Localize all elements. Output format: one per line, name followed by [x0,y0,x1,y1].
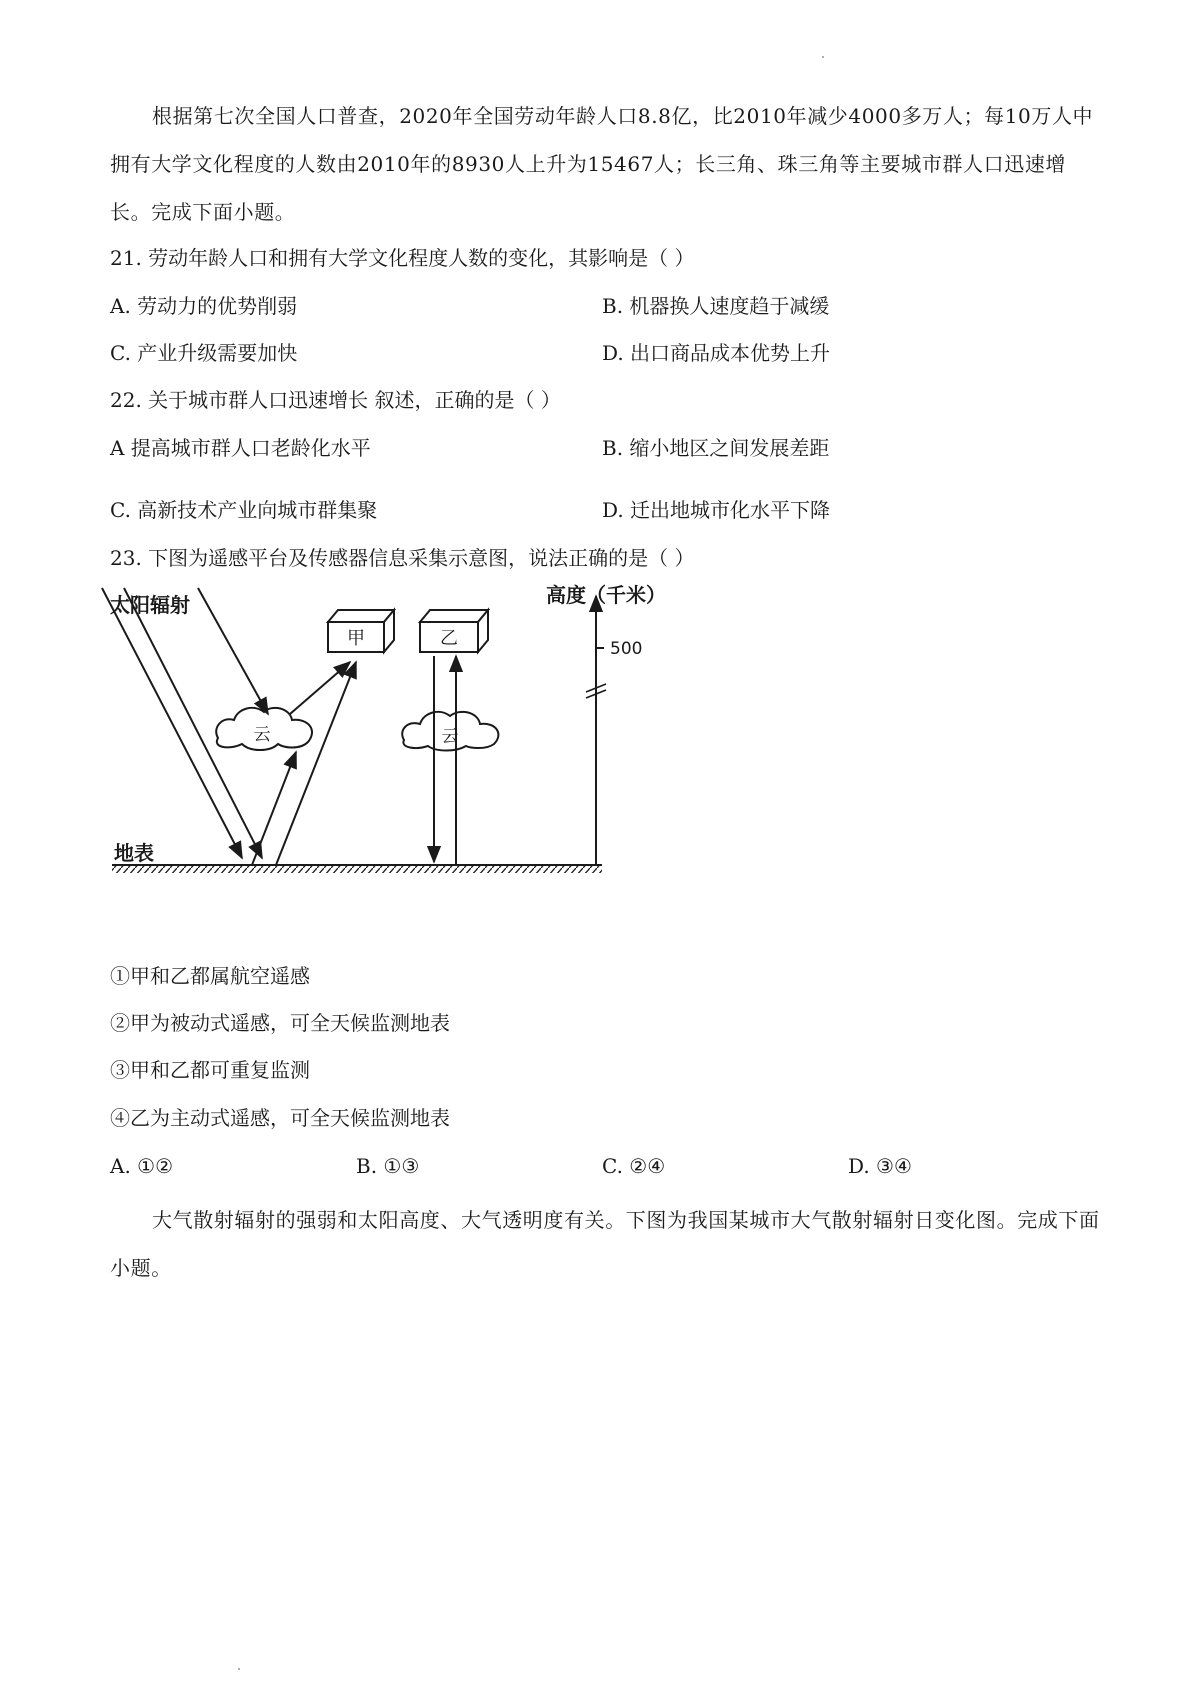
cloud-left-label: 云 [253,725,271,745]
sensor-label-jia: 甲 [347,628,365,649]
question-22-option-b: B. 缩小地区之间发展差距 [602,436,830,460]
sun-radiation-label: 太阳辐射 [110,593,190,617]
height-axis [586,596,606,865]
statement-3: ③甲和乙都可重复监测 [110,1058,310,1082]
statement-2: ②甲为被动式遥感，可全天候监测地表 [110,1011,450,1035]
height-axis-label: 高度（千米） [546,583,666,607]
question-22-option-d: D. 迁出地城市化水平下降 [602,498,831,522]
intro-paragraph-scattering: 大气散射辐射的强弱和太阳高度、大气透明度有关。下图为我国某城市大气散射辐射日变化图。完成下面小题。 [110,1208,1100,1280]
question-22-option-a: A 提高城市群人口老龄化水平 [110,436,371,460]
question-23-stem: 23. 下图为遥感平台及传感器信息采集示意图，说法正确的是（ ） [110,546,695,570]
question-21-option-a: A. 劳动力的优势削弱 [110,294,298,318]
question-21-option-d: D. 出口商品成本优势上升 [602,341,831,365]
ground-surface [112,865,602,873]
sensor-label-yi: 乙 [440,628,458,649]
question-23-option-a: A. ①② [110,1154,174,1178]
scan-speck-bottom [238,1668,240,1670]
height-tick-500: 500 [610,639,643,659]
question-21-option-c: C. 产业升级需要加快 [110,341,298,365]
cloud-right-label: 云 [441,727,459,747]
scan-speck [822,56,824,58]
intro-paragraph-population: 根据第七次全国人口普查，2020年全国劳动年龄人口8.8亿，比2010年减少4000多万人；每10万人中拥有大学文化程度的人数由2010年的8930人上升为15467人；长三角、珠三角等主要城市群人口迅速增长。完成下面小题。 [110,104,1094,224]
statement-1: ①甲和乙都属航空遥感 [110,964,310,988]
question-21-option-b: B. 机器换人速度趋于减缓 [602,294,830,318]
question-22-option-c: C. 高新技术产业向城市群集聚 [110,498,378,522]
question-23-option-c: C. ②④ [602,1154,666,1178]
statement-4: ④乙为主动式遥感，可全天候监测地表 [110,1106,450,1130]
question-23-option-d: D. ③④ [848,1154,912,1178]
remote-sensing-diagram [100,580,666,950]
question-21-stem: 21. 劳动年龄人口和拥有大学文化程度人数的变化，其影响是（ ） [110,246,695,270]
ground-surface-label: 地表 [114,841,154,865]
question-23-option-b: B. ①③ [356,1154,420,1178]
question-22-stem: 22. 关于城市群人口迅速增长 叙述，正确的是（ ） [110,388,561,412]
